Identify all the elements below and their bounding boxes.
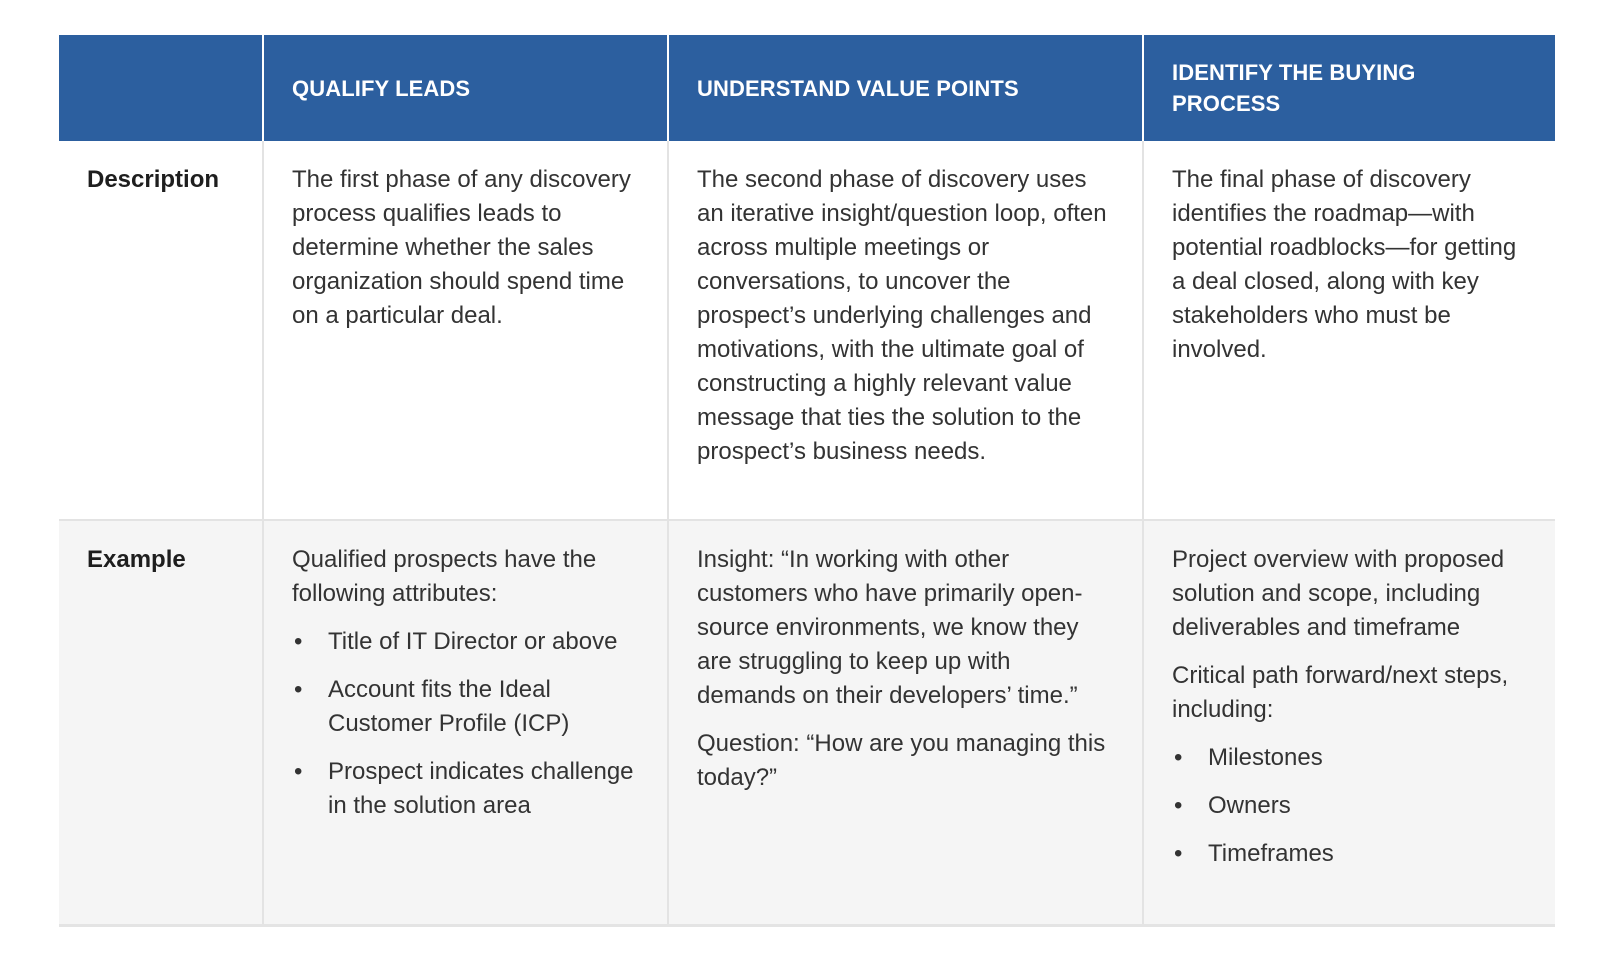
example-qualify-intro: Qualified prospects have the following attributes: [292, 546, 597, 607]
header-qualify-leads-label: QUALIFY LEADS [292, 75, 471, 101]
description-qualify-cell [262, 141, 667, 519]
description-qualify-text: The first phase of any discovery process qualifies leads to determine whether the sales organization should spend time on a particular deal. [292, 166, 631, 329]
list-item [1172, 741, 1527, 775]
example-row-label: Example [87, 546, 186, 573]
header-qualify-leads [262, 35, 667, 141]
list-item-text: Prospect indicates challenge in the solution area [328, 758, 634, 819]
list-item-text: Timeframes [1208, 840, 1334, 867]
example-value-cell [667, 519, 1142, 924]
description-buying-text: The final phase of discovery identifies the roadmap—with potential roadblocks—for getting a deal closed, along with key stakeholders who must be involved. [1172, 166, 1517, 363]
header-corner-cell [59, 35, 262, 141]
example-buying-critical-path: Critical path forward/next steps, including: [1172, 662, 1509, 723]
list-item [292, 755, 639, 823]
header-understand-value-points-label: UNDERSTAND VALUE POINTS [697, 75, 1019, 101]
list-item-text: Milestones [1208, 744, 1323, 771]
header-identify-buying-process-label: IDENTIFY THE BUYING PROCESS [1172, 60, 1416, 116]
list-item-text: Account fits the Ideal Customer Profile (ICP) [328, 676, 570, 737]
example-value-insight: Insight: “In working with other customers who have primarily open-source environments, we know they are struggling to keep up with demands on their developers’ time.” [697, 546, 1083, 709]
list-item-text: Owners [1208, 792, 1291, 819]
qualify-attributes-list [292, 625, 639, 823]
discovery-phases-table [59, 35, 1555, 927]
description-row-label-cell [59, 141, 262, 519]
example-buying-cell [1142, 519, 1555, 924]
description-value-text: The second phase of discovery uses an iterative insight/question loop, often across multiple meetings or conversations, to uncover the prospect’s underlying challenges and motivations, with the ultimate goal of constructing a highly relevant value message that ties the solution to the prospect’s business needs. [697, 166, 1107, 465]
list-item-text: Title of IT Director or above [328, 628, 618, 655]
description-row-label: Description [87, 166, 220, 193]
bullet-icon: • [294, 676, 303, 703]
bullet-icon: • [1174, 744, 1183, 771]
example-row-label-cell [59, 519, 262, 924]
example-buying-overview: Project overview with proposed solution and scope, including deliverables and timeframe [1172, 546, 1505, 641]
example-qualify-cell [262, 519, 667, 924]
bullet-icon: • [1174, 792, 1183, 819]
list-item [292, 673, 639, 741]
bullet-icon: • [294, 628, 303, 655]
bullet-icon: • [294, 758, 303, 785]
description-buying-cell [1142, 141, 1555, 519]
list-item [1172, 789, 1527, 823]
example-value-question: Question: “How are you managing this today?” [697, 730, 1106, 791]
bullet-icon: • [1174, 840, 1183, 867]
header-identify-buying-process [1142, 35, 1555, 141]
description-value-cell [667, 141, 1142, 519]
header-understand-value-points [667, 35, 1142, 141]
list-item [1172, 837, 1527, 871]
list-item [292, 625, 639, 659]
buying-steps-list [1172, 741, 1527, 871]
